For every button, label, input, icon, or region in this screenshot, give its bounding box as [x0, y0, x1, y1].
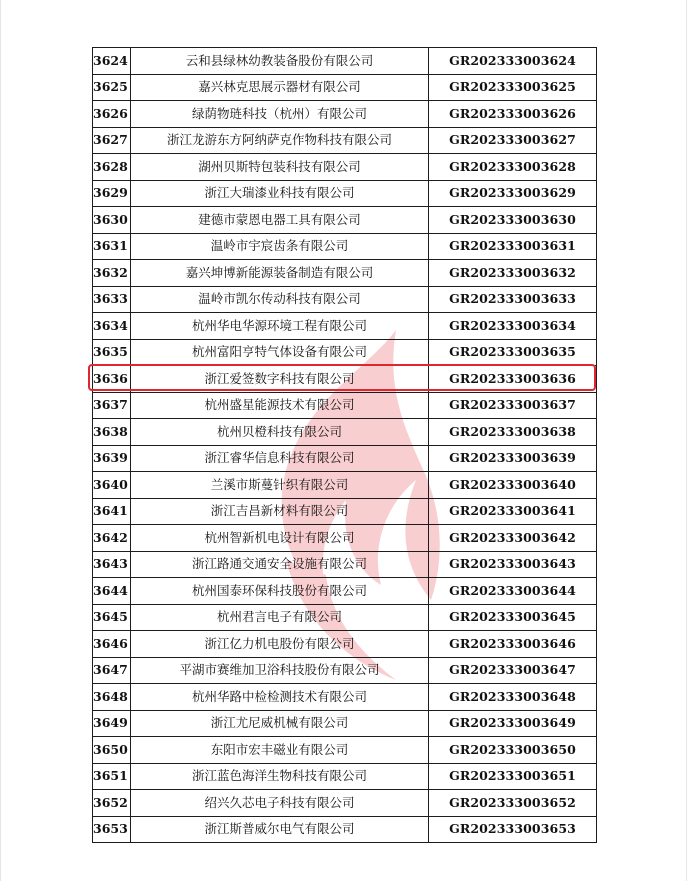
company-name: 杭州君言电子有限公司: [131, 604, 429, 631]
row-number: 3625: [93, 74, 131, 101]
table-row: [93, 631, 597, 658]
row-number: 3647: [93, 657, 131, 684]
row-number: 3640: [93, 472, 131, 499]
row-number: 3649: [93, 710, 131, 737]
table-row: [93, 816, 597, 843]
certificate-code: GR202333003624: [429, 48, 597, 75]
row-number: 3637: [93, 392, 131, 419]
table-row-highlighted: [93, 366, 597, 393]
row-number: 3645: [93, 604, 131, 631]
certificate-code: GR202333003649: [429, 710, 597, 737]
company-name: 浙江吉昌新材料有限公司: [131, 498, 429, 525]
registry-table: [92, 47, 597, 843]
certificate-code: GR202333003629: [429, 180, 597, 207]
company-name: 杭州智新机电设计有限公司: [131, 525, 429, 552]
table-row: [93, 737, 597, 764]
company-name: 浙江爱签数字科技有限公司: [131, 366, 429, 393]
table-row: [93, 154, 597, 181]
table-row: [93, 419, 597, 446]
table-row: [93, 313, 597, 340]
table-row: [93, 551, 597, 578]
certificate-code: GR202333003635: [429, 339, 597, 366]
company-name: 杭州国泰环保科技股份有限公司: [131, 578, 429, 605]
company-name: 兰溪市斯蔓针织有限公司: [131, 472, 429, 499]
row-number: 3634: [93, 313, 131, 340]
certificate-code: GR202333003632: [429, 260, 597, 287]
row-number: 3653: [93, 816, 131, 843]
certificate-code: GR202333003643: [429, 551, 597, 578]
company-name: 平湖市赛维加卫浴科技股份有限公司: [131, 657, 429, 684]
certificate-code: GR202333003639: [429, 445, 597, 472]
table-row: [93, 74, 597, 101]
company-name: 湖州贝斯特包装科技有限公司: [131, 154, 429, 181]
certificate-code: GR202333003651: [429, 763, 597, 790]
certificate-code: GR202333003627: [429, 127, 597, 154]
row-number: 3631: [93, 233, 131, 260]
table-row: [93, 790, 597, 817]
table-row: [93, 604, 597, 631]
company-name: 嘉兴林克思展示器材有限公司: [131, 74, 429, 101]
certificate-code: GR202333003626: [429, 101, 597, 128]
row-number: 3643: [93, 551, 131, 578]
row-number: 3646: [93, 631, 131, 658]
row-number: 3630: [93, 207, 131, 234]
table-row: [93, 286, 597, 313]
table-row: [93, 684, 597, 711]
certificate-code: GR202333003640: [429, 472, 597, 499]
table-row: [93, 260, 597, 287]
company-name: 温岭市宇宸齿条有限公司: [131, 233, 429, 260]
row-number: 3633: [93, 286, 131, 313]
company-name: 浙江睿华信息科技有限公司: [131, 445, 429, 472]
certificate-code: GR202333003647: [429, 657, 597, 684]
company-name: 浙江亿力机电股份有限公司: [131, 631, 429, 658]
row-number: 3652: [93, 790, 131, 817]
company-name: 浙江蓝色海洋生物科技有限公司: [131, 763, 429, 790]
table-row: [93, 48, 597, 75]
row-number: 3626: [93, 101, 131, 128]
company-name: 杭州盛星能源技术有限公司: [131, 392, 429, 419]
certificate-code: GR202333003636: [429, 366, 597, 393]
row-number: 3642: [93, 525, 131, 552]
table-row: [93, 101, 597, 128]
row-number: 3629: [93, 180, 131, 207]
row-number: 3632: [93, 260, 131, 287]
table-row: [93, 339, 597, 366]
row-number: 3638: [93, 419, 131, 446]
certificate-code: GR202333003630: [429, 207, 597, 234]
company-name: 杭州贝橙科技有限公司: [131, 419, 429, 446]
company-name: 浙江尤尼威机械有限公司: [131, 710, 429, 737]
certificate-code: GR202333003625: [429, 74, 597, 101]
company-name: 东阳市宏丰磁业有限公司: [131, 737, 429, 764]
table-row: [93, 207, 597, 234]
certificate-code: GR202333003653: [429, 816, 597, 843]
company-name: 杭州华电华源环境工程有限公司: [131, 313, 429, 340]
table-row: [93, 525, 597, 552]
row-number: 3628: [93, 154, 131, 181]
certificate-code: GR202333003646: [429, 631, 597, 658]
certificate-code: GR202333003641: [429, 498, 597, 525]
company-name: 杭州富阳亨特气体设备有限公司: [131, 339, 429, 366]
row-number: 3636: [93, 366, 131, 393]
company-name: 浙江大瑞漆业科技有限公司: [131, 180, 429, 207]
certificate-code: GR202333003628: [429, 154, 597, 181]
company-name: 建德市蒙恩电器工具有限公司: [131, 207, 429, 234]
company-name: 绍兴久芯电子科技有限公司: [131, 790, 429, 817]
certificate-code: GR202333003638: [429, 419, 597, 446]
certificate-code: GR202333003645: [429, 604, 597, 631]
certificate-code: GR202333003637: [429, 392, 597, 419]
certificate-code: GR202333003631: [429, 233, 597, 260]
company-name: 浙江斯普威尔电气有限公司: [131, 816, 429, 843]
row-number: 3648: [93, 684, 131, 711]
company-name: 温岭市凯尔传动科技有限公司: [131, 286, 429, 313]
company-name: 嘉兴坤博新能源装备制造有限公司: [131, 260, 429, 287]
certificate-code: GR202333003648: [429, 684, 597, 711]
table-row: [93, 233, 597, 260]
row-number: 3639: [93, 445, 131, 472]
table-row: [93, 657, 597, 684]
certificate-code: GR202333003652: [429, 790, 597, 817]
table-row: [93, 763, 597, 790]
certificate-code: GR202333003634: [429, 313, 597, 340]
certificate-code: GR202333003644: [429, 578, 597, 605]
row-number: 3651: [93, 763, 131, 790]
certificate-code: GR202333003650: [429, 737, 597, 764]
company-name: 浙江路通交通安全设施有限公司: [131, 551, 429, 578]
row-number: 3624: [93, 48, 131, 75]
table-row: [93, 472, 597, 499]
table-row: [93, 578, 597, 605]
company-name: 云和县绿林幼教装备股份有限公司: [131, 48, 429, 75]
certificate-code: GR202333003642: [429, 525, 597, 552]
table-row: [93, 710, 597, 737]
table-row: [93, 445, 597, 472]
row-number: 3644: [93, 578, 131, 605]
company-name: 浙江龙游东方阿纳萨克作物科技有限公司: [131, 127, 429, 154]
table-row: [93, 180, 597, 207]
row-number: 3627: [93, 127, 131, 154]
table-row: [93, 127, 597, 154]
company-name: 绿荫物琏科技（杭州）有限公司: [131, 101, 429, 128]
certificate-code: GR202333003633: [429, 286, 597, 313]
table-row: [93, 498, 597, 525]
company-name: 杭州华路中检检测技术有限公司: [131, 684, 429, 711]
row-number: 3635: [93, 339, 131, 366]
row-number: 3650: [93, 737, 131, 764]
row-number: 3641: [93, 498, 131, 525]
table-row: [93, 392, 597, 419]
